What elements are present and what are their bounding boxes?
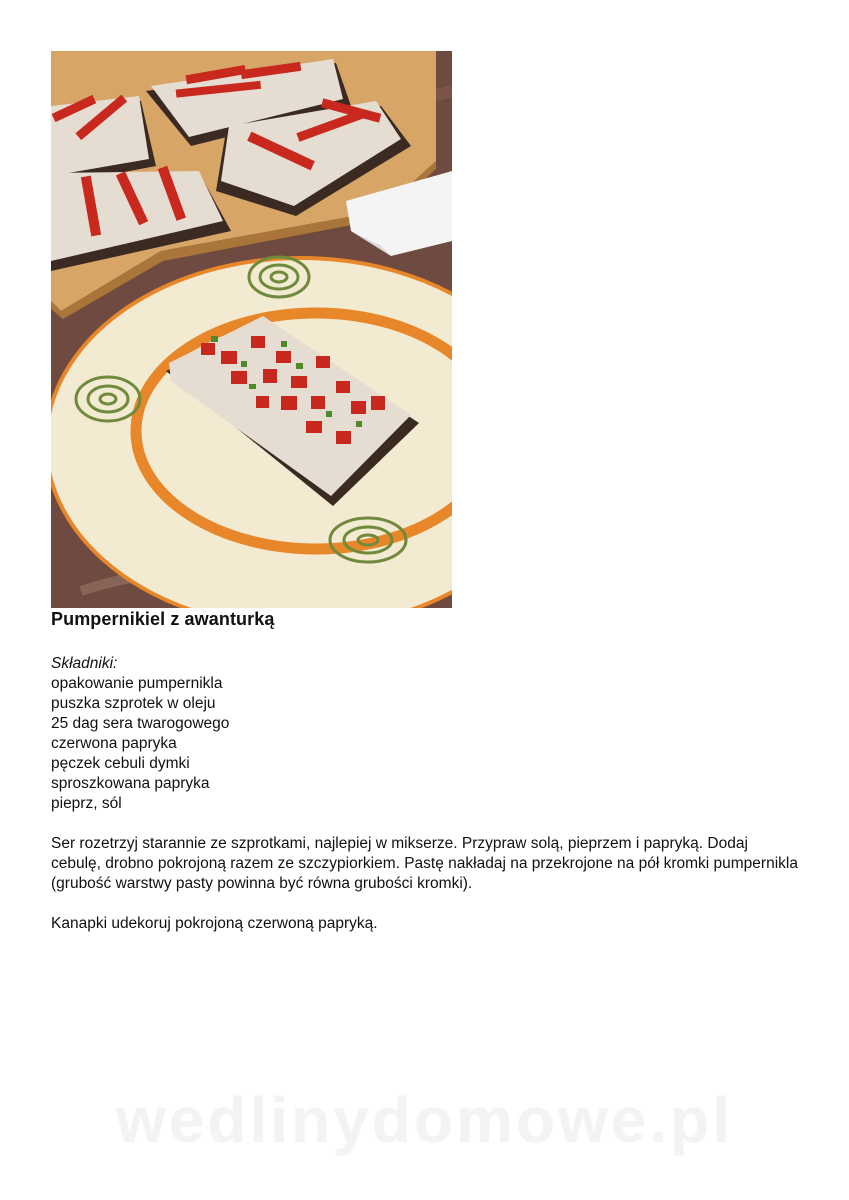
- food-illustration: [51, 51, 452, 608]
- ingredient-item: puszka szprotek w oleju: [51, 695, 216, 712]
- ingredient-item: pieprz, sól: [51, 795, 122, 812]
- method-section: [51, 834, 801, 954]
- method-paragraph: Kanapki udekoruj pokrojoną czerwoną papryką.: [51, 915, 378, 932]
- ingredient-item: pęczek cebuli dymki: [51, 755, 190, 772]
- recipe-title: Pumpernikiel z awanturką: [51, 609, 275, 629]
- method-paragraph: Ser rozetrzyj starannie ze szprotkami, najlepiej w mikserze. Przypraw solą, pieprzem i papryką. Dodaj cebulę, drobno pokrojoną razem ze szczypiorkiem. Pastę nakładaj na przekrojone na pół kromki pumpernikla (grubość warstwy pasty powinna być równa grubości kromki).: [51, 835, 798, 892]
- ingredients-section: [51, 654, 451, 814]
- ingredient-item: 25 dag sera twarogowego: [51, 715, 230, 732]
- ingredients-label: Składniki:: [51, 655, 118, 672]
- recipe-photo: [51, 51, 452, 608]
- ingredient-item: sproszkowana papryka: [51, 775, 210, 792]
- ingredient-item: opakowanie pumpernikla: [51, 675, 223, 692]
- ingredients-list: [51, 674, 451, 814]
- watermark: wedlinydomowe.pl: [116, 1084, 733, 1156]
- ingredient-item: czerwona papryka: [51, 735, 177, 752]
